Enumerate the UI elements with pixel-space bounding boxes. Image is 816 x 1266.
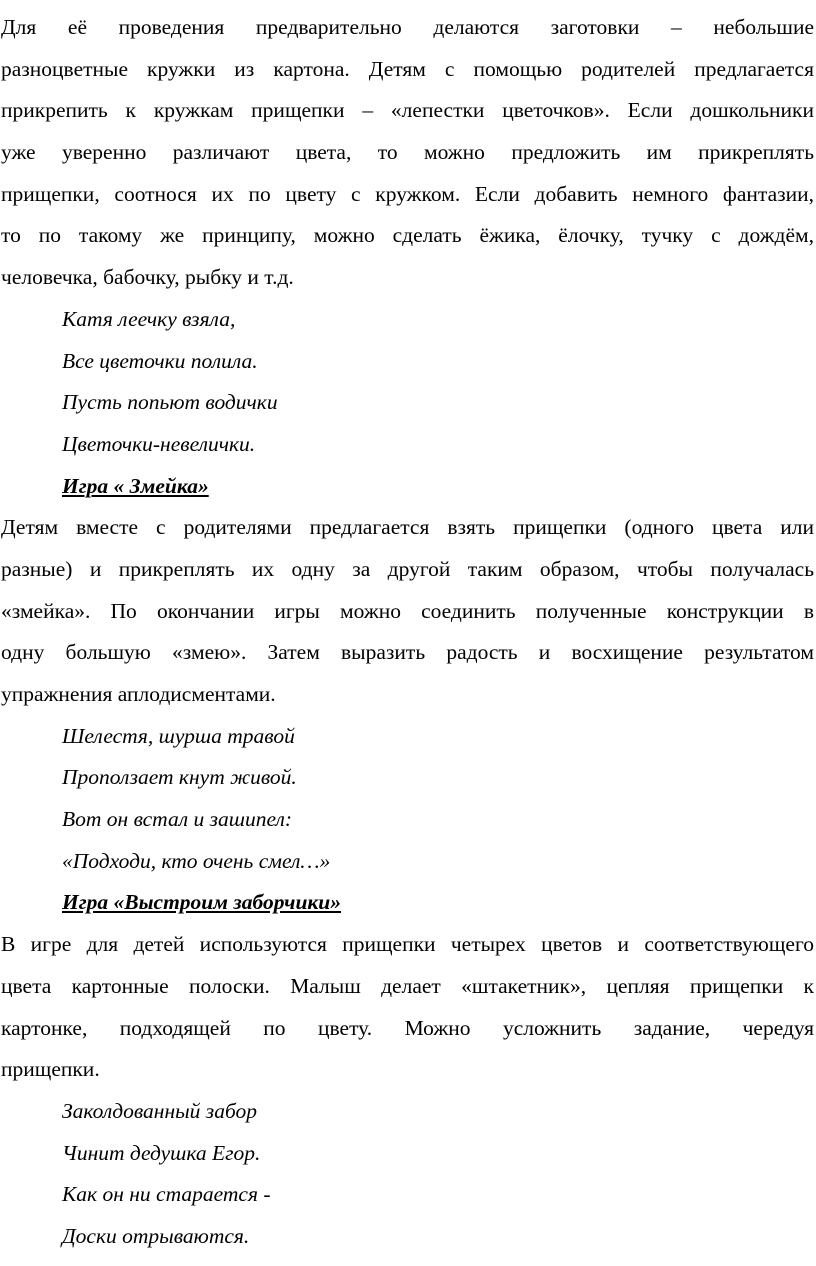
document-page bbox=[1, 7, 814, 1258]
text-line: Доски отрываются. bbox=[62, 1223, 250, 1248]
verse-stanza bbox=[1, 716, 814, 883]
text-line: картонке, подходящей по цвету. Можно усложнить задание, чередуя bbox=[1, 1015, 814, 1040]
text-line: Для её проведения предварительно делаются заготовки – небольшие bbox=[1, 15, 814, 39]
text-line: цвета картонные полоски. Малыш делает «штакетник», цепляя прищепки к bbox=[1, 973, 814, 998]
text-line: Все цветочки полила. bbox=[62, 348, 258, 373]
paragraph bbox=[1, 7, 814, 299]
text-line: В игре для детей используются прищепки четырех цветов и соответствующего bbox=[1, 932, 814, 957]
section-heading bbox=[1, 882, 814, 924]
text-line: упражнения аплодисментами. bbox=[1, 682, 276, 706]
paragraph bbox=[1, 507, 814, 715]
text-line: Шелестя, шурша травой bbox=[62, 723, 295, 748]
section-heading bbox=[1, 466, 814, 508]
text-line: Цветочки-невелички. bbox=[62, 431, 256, 456]
text-line: Проползает кнут живой. bbox=[62, 765, 297, 790]
heading-text: Игра « Змейка» bbox=[62, 473, 209, 498]
text-line: Вот он встал и зашипел: bbox=[62, 807, 292, 832]
verse-stanza bbox=[1, 299, 814, 466]
text-line: Пусть попьют водички bbox=[62, 390, 278, 415]
text-line: Как он ни старается - bbox=[62, 1182, 271, 1207]
text-line: Заколдованный забор bbox=[62, 1098, 257, 1123]
text-line: «Подходи, кто очень смел…» bbox=[62, 848, 331, 873]
text-line: разноцветные кружки из картона. Детям с помощью родителей предлагается bbox=[1, 56, 814, 81]
text-line: человечка, бабочку, рыбку и т.д. bbox=[1, 265, 294, 290]
text-line: прикрепить к кружкам прищепки – «лепестки цветочков». Если дошкольники bbox=[1, 98, 814, 123]
paragraph bbox=[1, 924, 814, 1091]
text-line: разные) и прикреплять их одну за другой таким образом, чтобы получалась bbox=[1, 556, 814, 581]
text-line: Катя леечку взяла, bbox=[62, 306, 236, 331]
text-line: прищепки, соотнося их по цвету с кружком. Если добавить немного фантазии, bbox=[1, 181, 814, 206]
text-line: «змейка». По окончании игры можно соединить полученные конструкции в bbox=[1, 598, 814, 623]
text-line: уже уверенно различают цвета, то можно предложить им прикреплять bbox=[1, 140, 814, 165]
text-line: Детям вместе с родителями предлагается взять прищепки (одного цвета или bbox=[1, 515, 814, 540]
text-line: прищепки. bbox=[1, 1057, 100, 1082]
verse-stanza bbox=[1, 1091, 814, 1258]
text-line: то по такому же принципу, можно сделать ёжика, ёлочку, тучку с дождём, bbox=[1, 223, 814, 248]
heading-text: Игра «Выстроим заборчики» bbox=[62, 890, 342, 915]
text-line: Чинит дедушка Егор. bbox=[62, 1140, 261, 1165]
text-line: одну большую «змею». Затем выразить радость и восхищение результатом bbox=[1, 640, 814, 665]
